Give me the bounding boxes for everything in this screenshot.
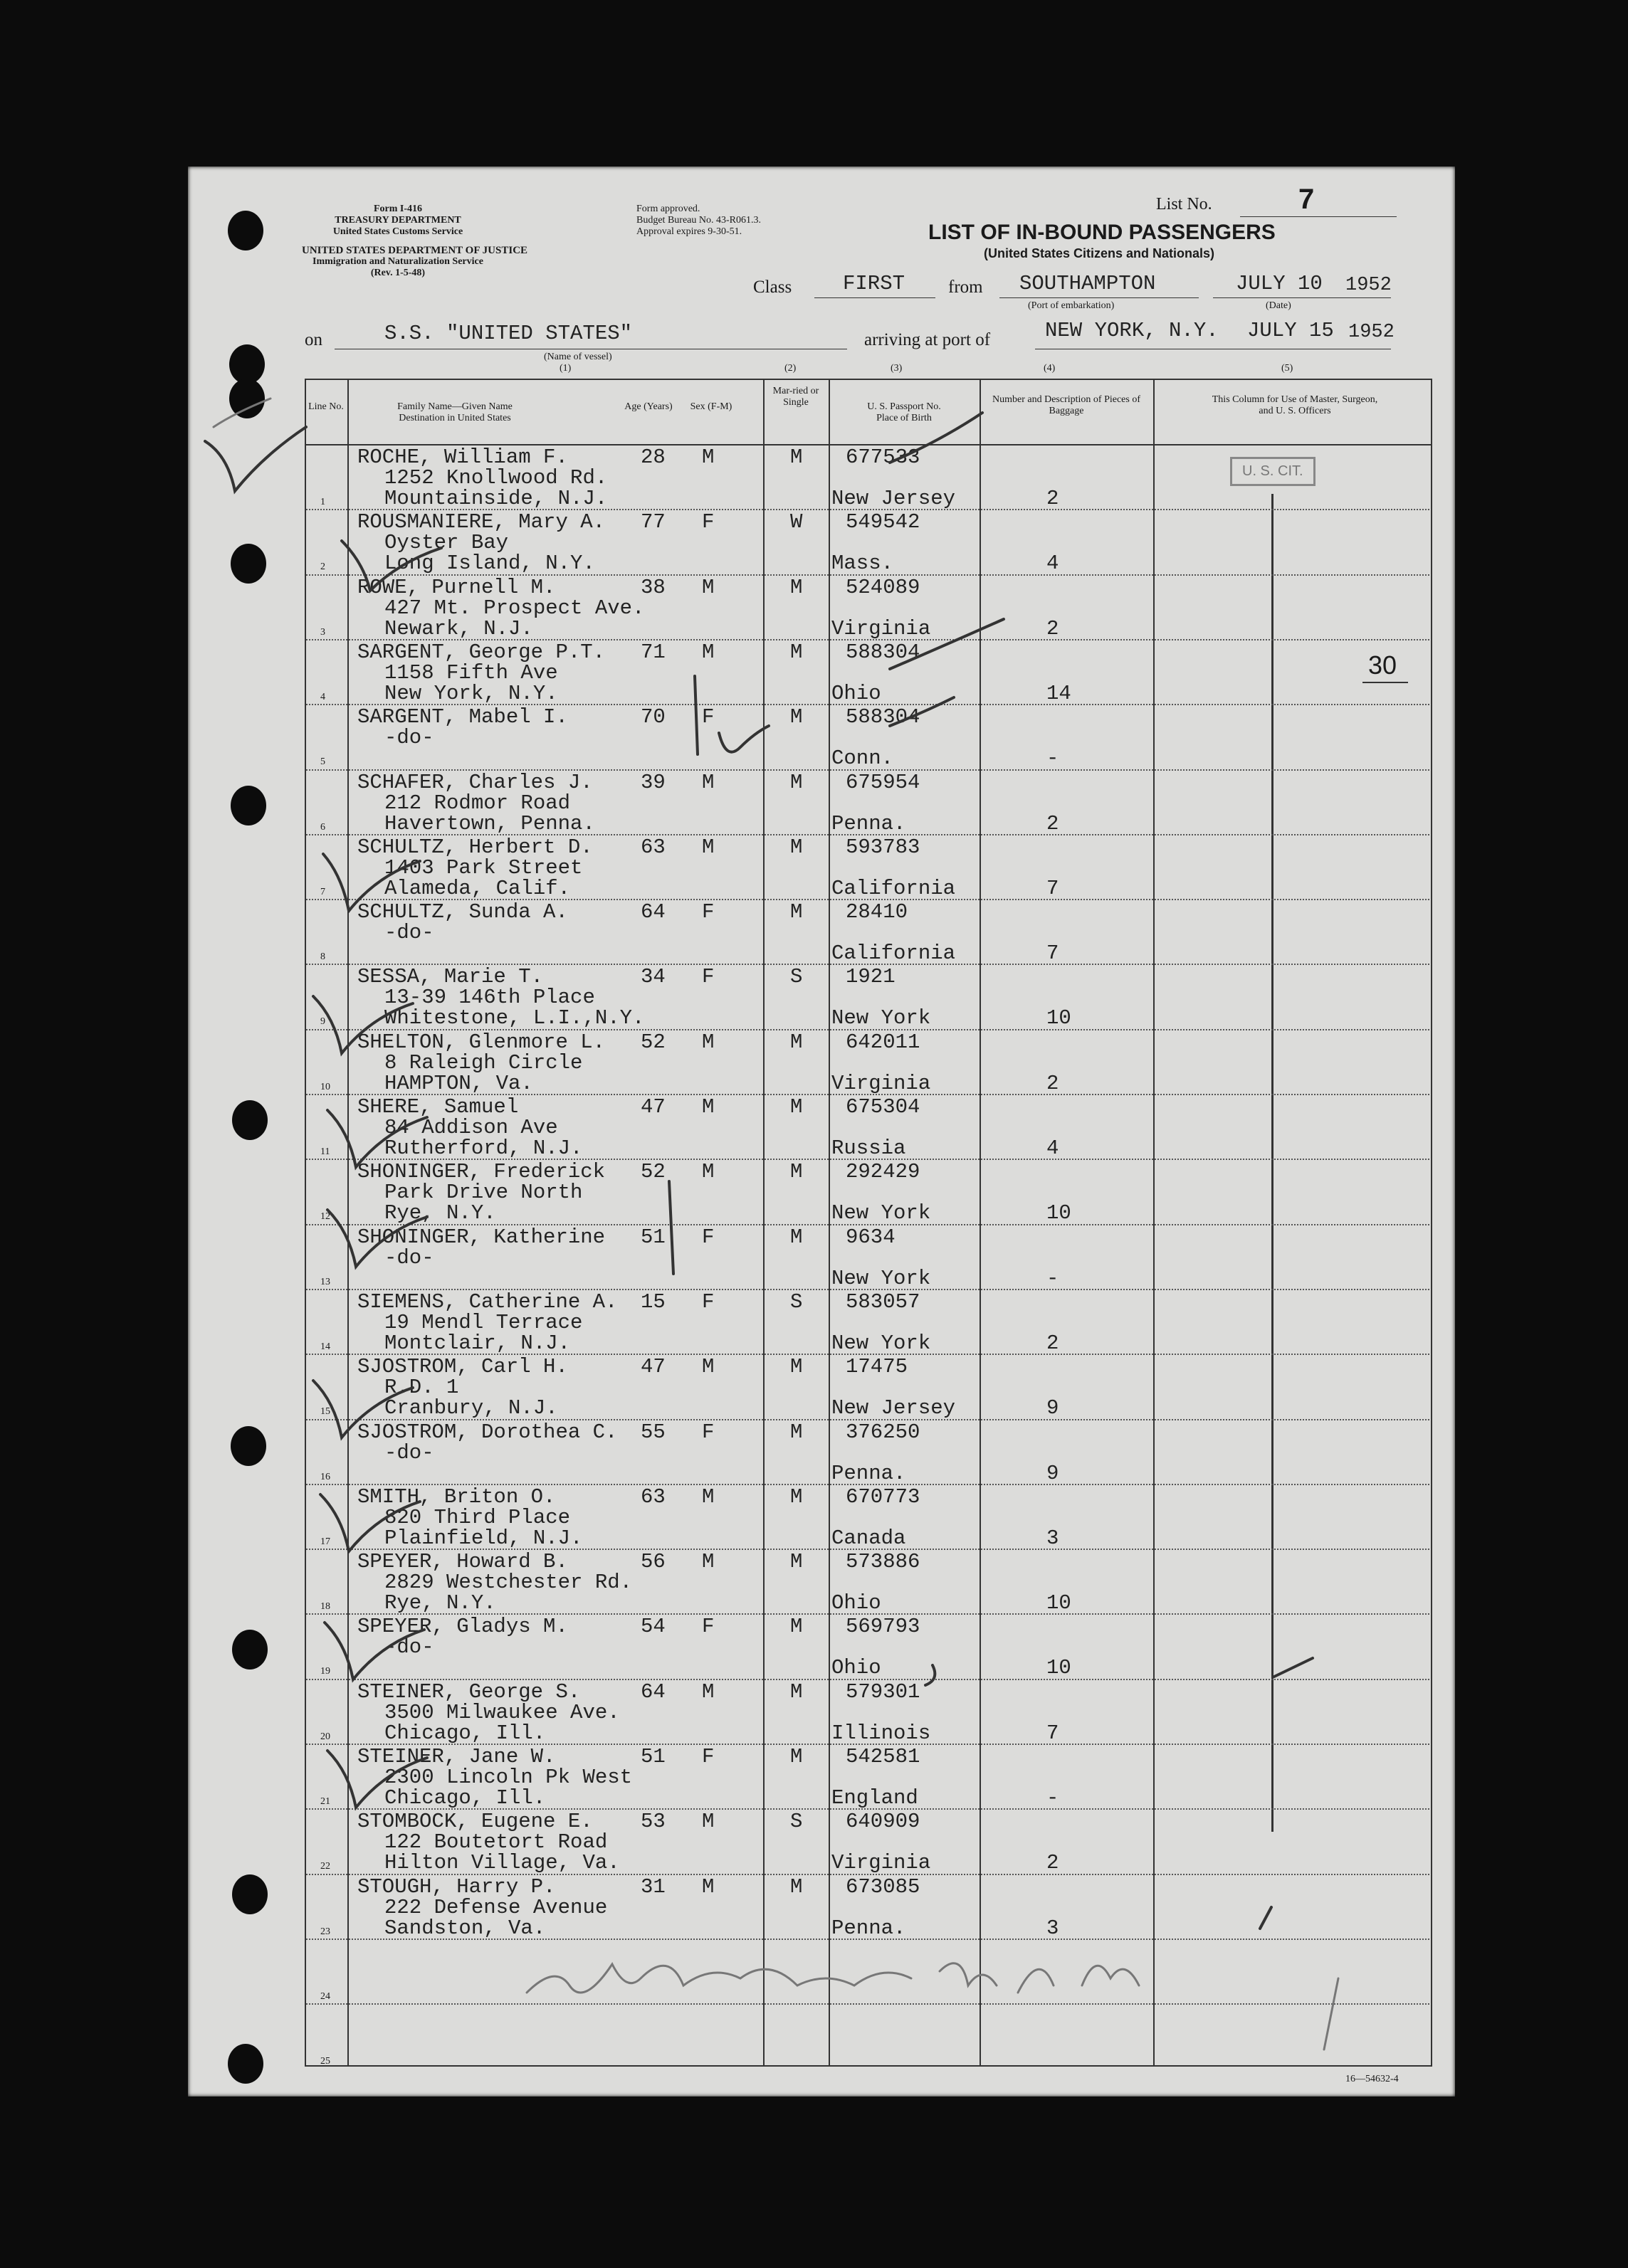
passenger-address-2: Long Island, N.Y.: [384, 552, 595, 576]
baggage-count: 10: [1046, 1656, 1071, 1680]
passenger-sex: F: [702, 965, 715, 989]
ins-service: Immigration and Naturalization Service: [313, 256, 483, 267]
baggage-count: 7: [1046, 1721, 1059, 1745]
passenger-marital: M: [790, 1550, 803, 1574]
passport-number: 524089: [846, 575, 920, 599]
punch-hole: [231, 544, 266, 584]
class-value: FIRST: [843, 272, 905, 295]
passenger-name: SIEMENS, Catherine A.: [357, 1289, 618, 1314]
baggage-count: 14: [1046, 681, 1071, 705]
baggage-count: 2: [1046, 811, 1059, 835]
passenger-address-2: Alameda, Calif.: [384, 876, 571, 900]
passenger-address-2: Chicago, Ill.: [384, 1786, 546, 1810]
passenger-sex: M: [702, 445, 715, 469]
passenger-address-1: 427 Mt. Prospect Ave.: [384, 596, 645, 620]
col-passport: U. S. Passport No.: [867, 401, 941, 412]
birth-place: Conn.: [831, 747, 894, 771]
baggage-count: -: [1046, 1266, 1059, 1290]
passenger-name: SHONINGER, Katherine: [357, 1225, 606, 1249]
passenger-address-1: 222 Defense Avenue: [384, 1895, 608, 1919]
passport-number: 376250: [846, 1420, 920, 1444]
passenger-address-2: Newark, N.J.: [384, 616, 533, 640]
passenger-address-1: -do-: [384, 1635, 434, 1660]
passenger-address-1: 1403 Park Street: [384, 855, 583, 880]
passenger-address-1: Oyster Bay: [384, 531, 509, 555]
punch-hole: [231, 786, 266, 826]
passenger-sex: M: [702, 1679, 715, 1704]
passenger-address-1: 1158 Fifth Ave: [384, 660, 558, 685]
passenger-marital: S: [790, 965, 803, 989]
passenger-address-2: Sandston, Va.: [384, 1916, 546, 1940]
baggage-count: 10: [1046, 1201, 1071, 1225]
passenger-address-2: Cranbury, N.J.: [384, 1396, 558, 1420]
passenger-address-1: 212 Rodmor Road: [384, 791, 571, 815]
passenger-address-2: Havertown, Penna.: [384, 811, 595, 835]
list-no-label: List No.: [1156, 195, 1212, 213]
passenger-age: 55: [641, 1420, 666, 1444]
passenger-age: 51: [641, 1745, 666, 1768]
baggage-count: 4: [1046, 1136, 1059, 1160]
baggage-count: 7: [1046, 942, 1059, 966]
passenger-address-1: 8 Raleigh Circle: [384, 1050, 583, 1075]
passenger-marital: M: [790, 1615, 803, 1639]
passenger-address-1: 2829 Westchester Rd.: [384, 1571, 633, 1595]
passenger-name: SARGENT, Mabel I.: [357, 705, 568, 729]
from-label: from: [948, 278, 983, 297]
passenger-address-1: 13-39 146th Place: [384, 986, 595, 1010]
passenger-address-1: 19 Mendl Terrace: [384, 1310, 583, 1334]
passenger-address-1: 122 Boutetort Road: [384, 1830, 608, 1855]
revision: (Rev. 1-5-48): [370, 268, 426, 278]
passenger-address-2: Montclair, N.J.: [384, 1331, 571, 1355]
passport-number: 292429: [846, 1160, 920, 1184]
passenger-address-2: Whitestone, L.I.,N.Y.: [384, 1006, 645, 1030]
col-birthplace: Place of Birth: [876, 413, 932, 423]
line-number: 24: [320, 1990, 330, 2002]
line-number: 14: [320, 1341, 330, 1352]
passenger-age: 34: [641, 965, 666, 989]
passenger-sex: M: [702, 835, 715, 859]
date-year: 1952: [1345, 275, 1392, 296]
passenger-address-1: 820 Third Place: [384, 1505, 571, 1529]
passenger-name: SCHAFER, Charles J.: [357, 770, 593, 794]
birth-place: Ohio: [831, 1591, 881, 1615]
passenger-address-2: Hilton Village, Va.: [384, 1851, 620, 1875]
birth-place: Virginia: [831, 616, 931, 640]
form-print-code: 16—54632-4: [1345, 2074, 1399, 2084]
baggage-count: -: [1046, 747, 1059, 771]
passport-number: 675304: [846, 1095, 920, 1119]
passenger-marital: M: [790, 835, 803, 859]
passenger-sex: M: [702, 1355, 715, 1379]
passenger-address-2: Chicago, Ill.: [384, 1721, 546, 1745]
port-embarkation: SOUTHAMPTON: [1019, 272, 1156, 295]
birth-place: New York: [831, 1266, 931, 1290]
form-number: Form I-416: [373, 204, 423, 214]
birth-place: Penna.: [831, 811, 906, 835]
punch-hole: [232, 1630, 268, 1670]
birth-place: California: [831, 942, 956, 966]
passenger-age: 56: [641, 1550, 666, 1574]
form-approved: Form approved.: [636, 204, 700, 214]
birth-place: New York: [831, 1201, 931, 1225]
passenger-sex: F: [702, 1289, 715, 1314]
passenger-sex: F: [702, 705, 715, 729]
line-number: 9: [320, 1016, 325, 1028]
passenger-address-1: -do-: [384, 726, 434, 750]
col-age: Age (Years): [624, 401, 673, 412]
arrival-date: JULY 15: [1247, 319, 1334, 342]
col-num-4: (4): [1044, 363, 1056, 374]
line-number: 4: [320, 691, 325, 702]
baggage-count: 3: [1046, 1916, 1059, 1940]
passenger-sex: M: [702, 1810, 715, 1834]
col-destination: Destination in United States: [399, 413, 511, 423]
arrival-port: NEW YORK, N.Y.: [1045, 319, 1219, 342]
passport-number: 549542: [846, 510, 920, 534]
passenger-age: 77: [641, 510, 666, 534]
baggage-count: 9: [1046, 1396, 1059, 1420]
passport-number: 569793: [846, 1615, 920, 1639]
line-number: 2: [320, 561, 325, 573]
birth-place: New Jersey: [831, 487, 956, 510]
budget-bureau: Budget Bureau No. 43-R061.3.: [636, 215, 761, 226]
passenger-marital: M: [790, 1745, 803, 1768]
punch-hole: [232, 1874, 268, 1914]
passenger-address-2: Rutherford, N.J.: [384, 1136, 583, 1160]
passenger-age: 15: [641, 1289, 666, 1314]
line-number: 8: [320, 951, 325, 963]
line-number: 18: [320, 1601, 330, 1613]
birth-place: Illinois: [831, 1721, 931, 1745]
on-label: on: [305, 330, 322, 349]
col-baggage: Number and Description of Pieces of Baggage: [992, 394, 1140, 416]
passenger-age: 63: [641, 1484, 666, 1509]
passenger-address-1: 3500 Milwaukee Ave.: [384, 1700, 620, 1724]
passenger-sex: M: [702, 1160, 715, 1184]
birth-place: Mass.: [831, 552, 894, 576]
form-subtitle: (United States Citizens and Nationals): [983, 246, 1215, 260]
port-caption: (Port of embarkation): [1028, 300, 1115, 311]
passenger-name: ROCHE, William F.: [357, 445, 568, 469]
birth-place: Virginia: [831, 1851, 931, 1875]
birth-place: Virginia: [831, 1071, 931, 1095]
passenger-marital: S: [790, 1289, 803, 1314]
passenger-name: STEINER, Jane W.: [357, 1745, 556, 1768]
baggage-count: 9: [1046, 1461, 1059, 1485]
passport-number: 588304: [846, 705, 920, 729]
passenger-name: SJOSTROM, Dorothea C.: [357, 1420, 618, 1444]
passenger-name: ROWE, Purnell M.: [357, 575, 556, 599]
line-number: 22: [320, 1861, 330, 1872]
passenger-marital: M: [790, 770, 803, 794]
us-citizen-stamp: U. S. CIT.: [1230, 457, 1315, 486]
passport-number: 579301: [846, 1679, 920, 1704]
passenger-name: SCHULTZ, Herbert D.: [357, 835, 593, 859]
birth-place: Ohio: [831, 1656, 881, 1680]
passenger-address-2: Rye, N.Y.: [384, 1591, 496, 1615]
passenger-marital: M: [790, 705, 803, 729]
passport-number: 673085: [846, 1874, 920, 1899]
date-caption: (Date): [1266, 300, 1291, 311]
passenger-sex: M: [702, 1550, 715, 1574]
line-number: 7: [320, 886, 325, 897]
passenger-age: 51: [641, 1225, 666, 1249]
passenger-age: 28: [641, 445, 666, 469]
passenger-name: SPEYER, Howard B.: [357, 1550, 568, 1574]
passenger-address-2: Plainfield, N.J.: [384, 1526, 583, 1550]
passenger-sex: M: [702, 1874, 715, 1899]
passenger-sex: M: [702, 575, 715, 599]
baggage-count: 2: [1046, 1851, 1059, 1875]
passenger-name: STOUGH, Harry P.: [357, 1874, 556, 1899]
passenger-age: 64: [641, 1679, 666, 1704]
passenger-age: 47: [641, 1355, 666, 1379]
passenger-marital: S: [790, 1810, 803, 1834]
line-number: 16: [320, 1471, 330, 1482]
line-number: 3: [320, 626, 325, 638]
passenger-marital: M: [790, 900, 803, 924]
passport-number: 9634: [846, 1225, 896, 1249]
passenger-address-2: Mountainside, N.J.: [384, 487, 608, 510]
baggage-count: 4: [1046, 552, 1059, 576]
row-rule: [306, 1939, 1429, 1940]
line-number: 13: [320, 1276, 330, 1287]
line-number: 25: [320, 2056, 330, 2067]
passenger-name: STOMBOCK, Eugene E.: [357, 1810, 593, 1834]
passport-number: 17475: [846, 1355, 908, 1379]
passport-number: 542581: [846, 1745, 920, 1768]
col-line-no: Line No.: [308, 401, 344, 412]
passenger-address-1: -do-: [384, 1440, 434, 1465]
vessel-caption: (Name of vessel): [544, 352, 612, 362]
passenger-address-1: 2300 Lincoln Pk West: [384, 1766, 633, 1789]
passenger-address-1: Park Drive North: [384, 1181, 583, 1205]
passport-number: 1921: [846, 965, 896, 989]
treasury-dept: TREASURY DEPARTMENT: [335, 215, 461, 226]
passport-number: 588304: [846, 640, 920, 664]
passenger-marital: M: [790, 445, 803, 469]
customs-service: United States Customs Service: [332, 226, 463, 237]
line-number: 6: [320, 821, 325, 833]
passenger-sex: M: [702, 770, 715, 794]
passenger-address-1: 84 Addison Ave: [384, 1116, 558, 1139]
passenger-address-2: HAMPTON, Va.: [384, 1071, 533, 1095]
passenger-address-1: 1252 Knollwood Rd.: [384, 466, 608, 490]
passenger-age: 31: [641, 1874, 666, 1899]
passenger-marital: M: [790, 1484, 803, 1509]
baggage-count: 10: [1046, 1591, 1071, 1615]
col-name: Family Name—Given Name: [397, 401, 513, 412]
passenger-address-1: R.D. 1: [384, 1376, 459, 1400]
passenger-marital: M: [790, 1095, 803, 1119]
passenger-sex: M: [702, 640, 715, 664]
passenger-sex: M: [702, 1030, 715, 1054]
passenger-address-1: -do-: [384, 921, 434, 945]
line-number: 11: [320, 1146, 330, 1157]
passenger-marital: M: [790, 1225, 803, 1249]
passenger-marital: M: [790, 1160, 803, 1184]
passenger-sex: F: [702, 1745, 715, 1768]
list-no-value: 7: [1298, 184, 1315, 215]
approval-expires: Approval expires 9-30-51.: [636, 226, 742, 237]
passenger-name: SARGENT, George P.T.: [357, 640, 606, 664]
arriving-label: arriving at port of: [864, 330, 991, 349]
passport-number: 28410: [846, 900, 908, 924]
line-number: 20: [320, 1731, 330, 1742]
passenger-sex: F: [702, 1615, 715, 1639]
baggage-count: 2: [1046, 1071, 1059, 1095]
passenger-name: SMITH, Briton O.: [357, 1484, 556, 1509]
col-official-use: This Column for Use of Master, Surgeon, and U. S. Officers: [1212, 394, 1378, 416]
row-rule: [306, 2003, 1429, 2005]
col-married: Mar-ried or Single: [772, 386, 819, 408]
baggage-count: -: [1046, 1786, 1059, 1810]
line-number: 21: [320, 1796, 330, 1807]
date-value: JULY 10: [1236, 272, 1323, 295]
line-number: 1: [320, 497, 325, 507]
line-number: 12: [320, 1211, 330, 1223]
punch-hole: [232, 1100, 268, 1140]
passenger-name: STEINER, George S.: [357, 1679, 581, 1704]
passport-number: 670773: [846, 1484, 920, 1509]
passenger-address-2: New York, N.Y.: [384, 681, 558, 705]
passenger-name: SCHULTZ, Sunda A.: [357, 900, 568, 924]
passenger-name: ROUSMANIERE, Mary A.: [357, 510, 606, 534]
passenger-marital: M: [790, 1874, 803, 1899]
arrival-year: 1952: [1348, 322, 1395, 343]
line-number: 19: [320, 1666, 330, 1677]
passenger-name: SHONINGER, Frederick: [357, 1160, 606, 1184]
passenger-name: SHERE, Samuel: [357, 1095, 519, 1119]
passenger-marital: M: [790, 640, 803, 664]
col-num-2: (2): [784, 363, 797, 374]
passenger-sex: F: [702, 900, 715, 924]
justice-dept: UNITED STATES DEPARTMENT OF JUSTICE: [302, 245, 528, 256]
line-number: 23: [320, 1926, 330, 1937]
passenger-marital: M: [790, 1679, 803, 1704]
vessel-name: S.S. "UNITED STATES": [384, 322, 633, 345]
birth-place: Canada: [831, 1526, 906, 1550]
passenger-age: 47: [641, 1095, 666, 1119]
birth-place: New York: [831, 1331, 931, 1355]
passenger-age: 63: [641, 835, 666, 859]
baggage-count: 2: [1046, 1331, 1059, 1355]
passport-number: 677533: [846, 445, 920, 469]
passenger-sex: M: [702, 1484, 715, 1509]
passenger-age: 64: [641, 900, 666, 924]
passenger-sex: F: [702, 510, 715, 534]
passenger-age: 39: [641, 770, 666, 794]
passenger-age: 38: [641, 575, 666, 599]
passenger-sex: M: [702, 1095, 715, 1119]
birth-place: Ohio: [831, 681, 881, 705]
passenger-address-2: Rye, N.Y.: [384, 1201, 496, 1225]
passenger-name: SJOSTROM, Carl H.: [357, 1355, 568, 1379]
punch-hole: [228, 211, 263, 250]
passenger-marital: M: [790, 1355, 803, 1379]
passenger-age: 54: [641, 1615, 666, 1639]
baggage-count: 7: [1046, 876, 1059, 900]
col-sex: Sex (F-M): [690, 401, 732, 412]
manifest-page: [188, 167, 1455, 2096]
passport-number: 675954: [846, 770, 920, 794]
passport-number: 593783: [846, 835, 920, 859]
passenger-marital: M: [790, 575, 803, 599]
baggage-count: 10: [1046, 1006, 1071, 1030]
birth-place: Penna.: [831, 1461, 906, 1485]
passenger-marital: M: [790, 1030, 803, 1054]
passenger-age: 52: [641, 1160, 666, 1184]
passport-number: 583057: [846, 1289, 920, 1314]
class-label: Class: [753, 278, 792, 297]
passport-number: 573886: [846, 1550, 920, 1574]
passenger-age: 70: [641, 705, 666, 729]
passenger-age: 71: [641, 640, 666, 664]
margin-count: 30: [1368, 650, 1397, 680]
passport-number: 640909: [846, 1810, 920, 1834]
passenger-sex: F: [702, 1225, 715, 1249]
passenger-marital: W: [790, 510, 803, 534]
col-num-3: (3): [891, 363, 903, 374]
passenger-name: SESSA, Marie T.: [357, 965, 544, 989]
baggage-count: 2: [1046, 616, 1059, 640]
punch-hole: [231, 1426, 266, 1466]
passenger-age: 53: [641, 1810, 666, 1834]
passenger-marital: M: [790, 1420, 803, 1444]
birth-place: Penna.: [831, 1916, 906, 1940]
line-number: 5: [320, 756, 325, 768]
punch-hole: [229, 379, 265, 418]
passenger-sex: F: [702, 1420, 715, 1444]
punch-hole: [228, 2044, 263, 2084]
col-num-5: (5): [1281, 363, 1293, 374]
birth-place: New Jersey: [831, 1396, 956, 1420]
birth-place: California: [831, 876, 956, 900]
line-number: 17: [320, 1536, 330, 1547]
birth-place: Russia: [831, 1136, 906, 1160]
passenger-age: 52: [641, 1030, 666, 1054]
birth-place: New York: [831, 1006, 931, 1030]
passenger-name: SPEYER, Gladys M.: [357, 1615, 568, 1639]
passenger-name: SHELTON, Glenmore L.: [357, 1030, 606, 1054]
passenger-address-1: -do-: [384, 1245, 434, 1270]
form-title: LIST OF IN-BOUND PASSENGERS: [928, 221, 1276, 244]
birth-place: England: [831, 1786, 918, 1810]
baggage-count: 3: [1046, 1526, 1059, 1550]
col-num-1: (1): [560, 363, 572, 374]
line-number: 15: [320, 1406, 330, 1418]
passport-number: 642011: [846, 1030, 920, 1054]
line-number: 10: [320, 1081, 330, 1092]
baggage-count: 2: [1046, 487, 1059, 510]
